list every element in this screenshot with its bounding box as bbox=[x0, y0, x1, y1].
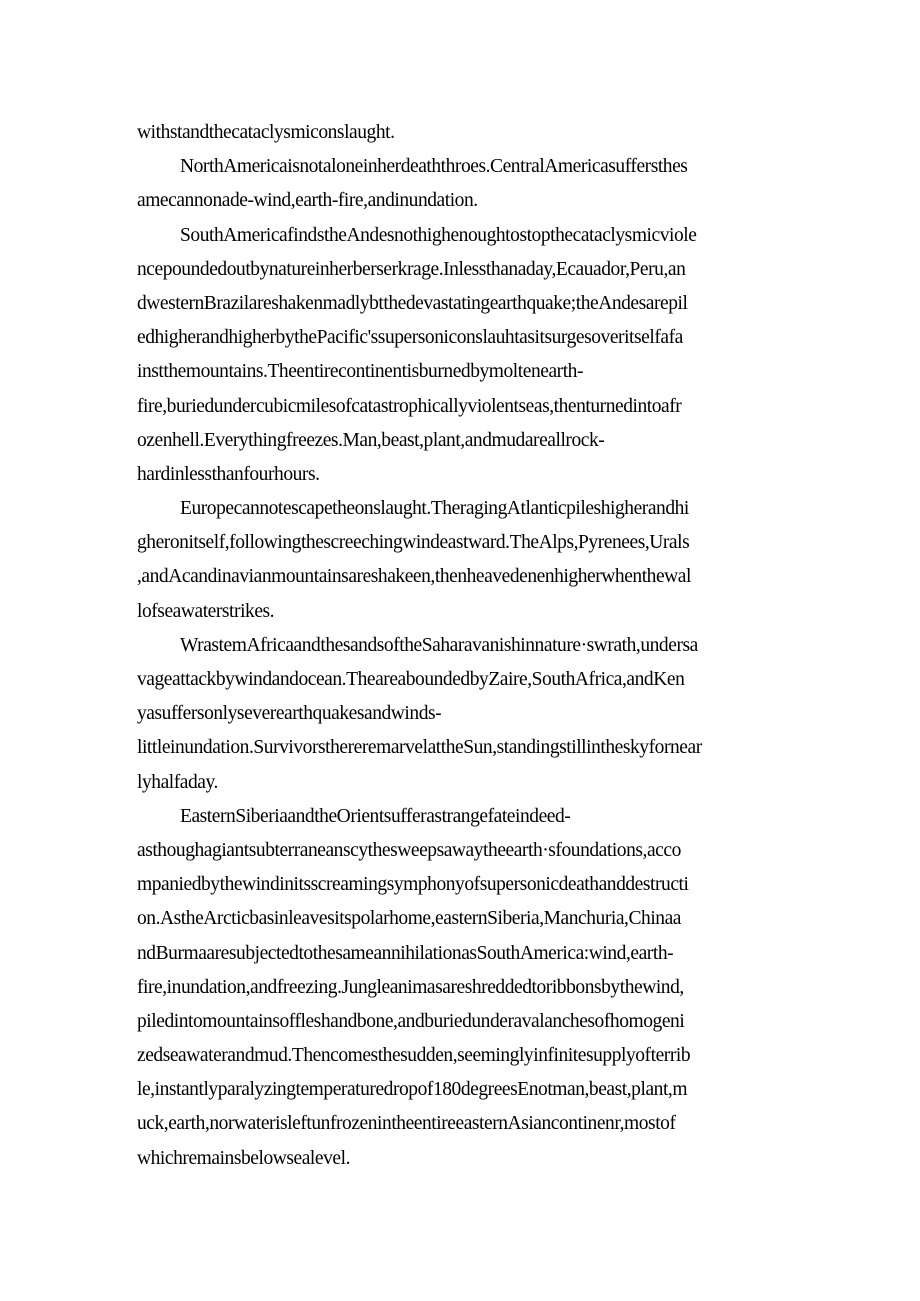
text-line: EasternSiberiaandtheOrientsufferastrangefateindeed- bbox=[180, 805, 571, 827]
text-line: mpaniedbythewindinitsscreamingsymphonyofsupersonicdeathanddestructi bbox=[137, 874, 689, 896]
text-line: fire,inundation,andfreezing.Jungleanimasareshreddedtoribbonsbythewind, bbox=[137, 976, 684, 998]
text-line: lofseawaterstrikes. bbox=[137, 600, 275, 622]
text-line: piledintomountainsoffleshandbone,andburiedunderavalanchesofhomogeni bbox=[137, 1010, 685, 1032]
text-line: ozenhell.Everythingfreezes.Man,beast,plant,andmudareallrock- bbox=[137, 429, 605, 451]
text-line: SouthAmericafindstheAndesnothighenoughtostopthecataclysmicviole bbox=[180, 224, 697, 246]
text-line: asthoughagiantsubterraneanscythesweepsawaytheearth·sfoundations,acco bbox=[137, 839, 681, 861]
text-line: on.AstheArcticbasinleavesitspolarhome,easternSiberia,Manchuria,Chinaa bbox=[137, 908, 682, 930]
text-line: yasuffersonlyseverearthquakesandwinds- bbox=[137, 703, 442, 725]
text-line: instthemountains.Theentirecontinentisburnedbymoltenearth- bbox=[137, 361, 584, 383]
text-line: amecannonade-wind,earth-fire,andinundation. bbox=[137, 190, 478, 212]
text-line: zedseawaterandmud.Thencomesthesudden,seeminglyinfinitesupplyofterrib bbox=[137, 1045, 691, 1067]
text-line: Europecannotescapetheonslaught.TheragingAtlanticpileshigherandhi bbox=[180, 498, 689, 520]
body-text bbox=[137, 116, 785, 1176]
text-line: dwesternBrazilareshakenmadlybtthedevastatingearthquake;theAndesarepil bbox=[137, 292, 688, 314]
text-line: le,instantlyparalyzingtemperaturedropof180degreesEnotman,beast,plant,m bbox=[137, 1079, 688, 1101]
text-line: NorthAmericaisnotaloneinherdeaththroes.CentralAmericasuffersthes bbox=[180, 156, 688, 178]
text-line: edhigherandhigherbythePacific'ssupersoniconslauhtasitsurgesoveritselfafa bbox=[137, 327, 683, 349]
text-line: withstandthecataclysmiconslaught. bbox=[137, 122, 395, 143]
text-line: ,andAcandinavianmountainsareshakeen,thenheavedenenhigherwhenthewal bbox=[137, 566, 691, 588]
text-line: lyhalfaday. bbox=[137, 771, 218, 793]
text-line: WrastemAfricaandthesandsoftheSaharavanishinnature·swrath,undersa bbox=[180, 634, 698, 656]
text-line: uck,earth,norwaterisleftunfrozenintheentireeasternAsiancontinenr,mostof bbox=[137, 1113, 676, 1135]
text-line: gheronitself,followingthescreechingwindeastward.TheAlps,Pyrenees,Urals bbox=[137, 532, 690, 554]
text-line: littleinundation.SurvivorsthereremarvelattheSun,standingstillintheskyfornear bbox=[137, 737, 702, 759]
text-line: fire,buriedundercubicmilesofcatastrophicallyviolentseas,thenturnedintoafr bbox=[137, 395, 682, 417]
text-line: whichremainsbelowsealevel. bbox=[137, 1147, 351, 1169]
text-line: ncepoundedoutbynatureinherberserkrage.Inlessthanaday,Ecauador,Peru,an bbox=[137, 258, 686, 280]
text-line: vageattackbywindandocean.TheareaboundedbyZaire,SouthAfrica,andKen bbox=[137, 669, 685, 690]
text-line: ndBurmaaresubjectedtothesameannihilationasSouthAmerica:wind,earth- bbox=[137, 942, 674, 964]
text-line: hardinlessthanfourhours. bbox=[137, 463, 320, 485]
